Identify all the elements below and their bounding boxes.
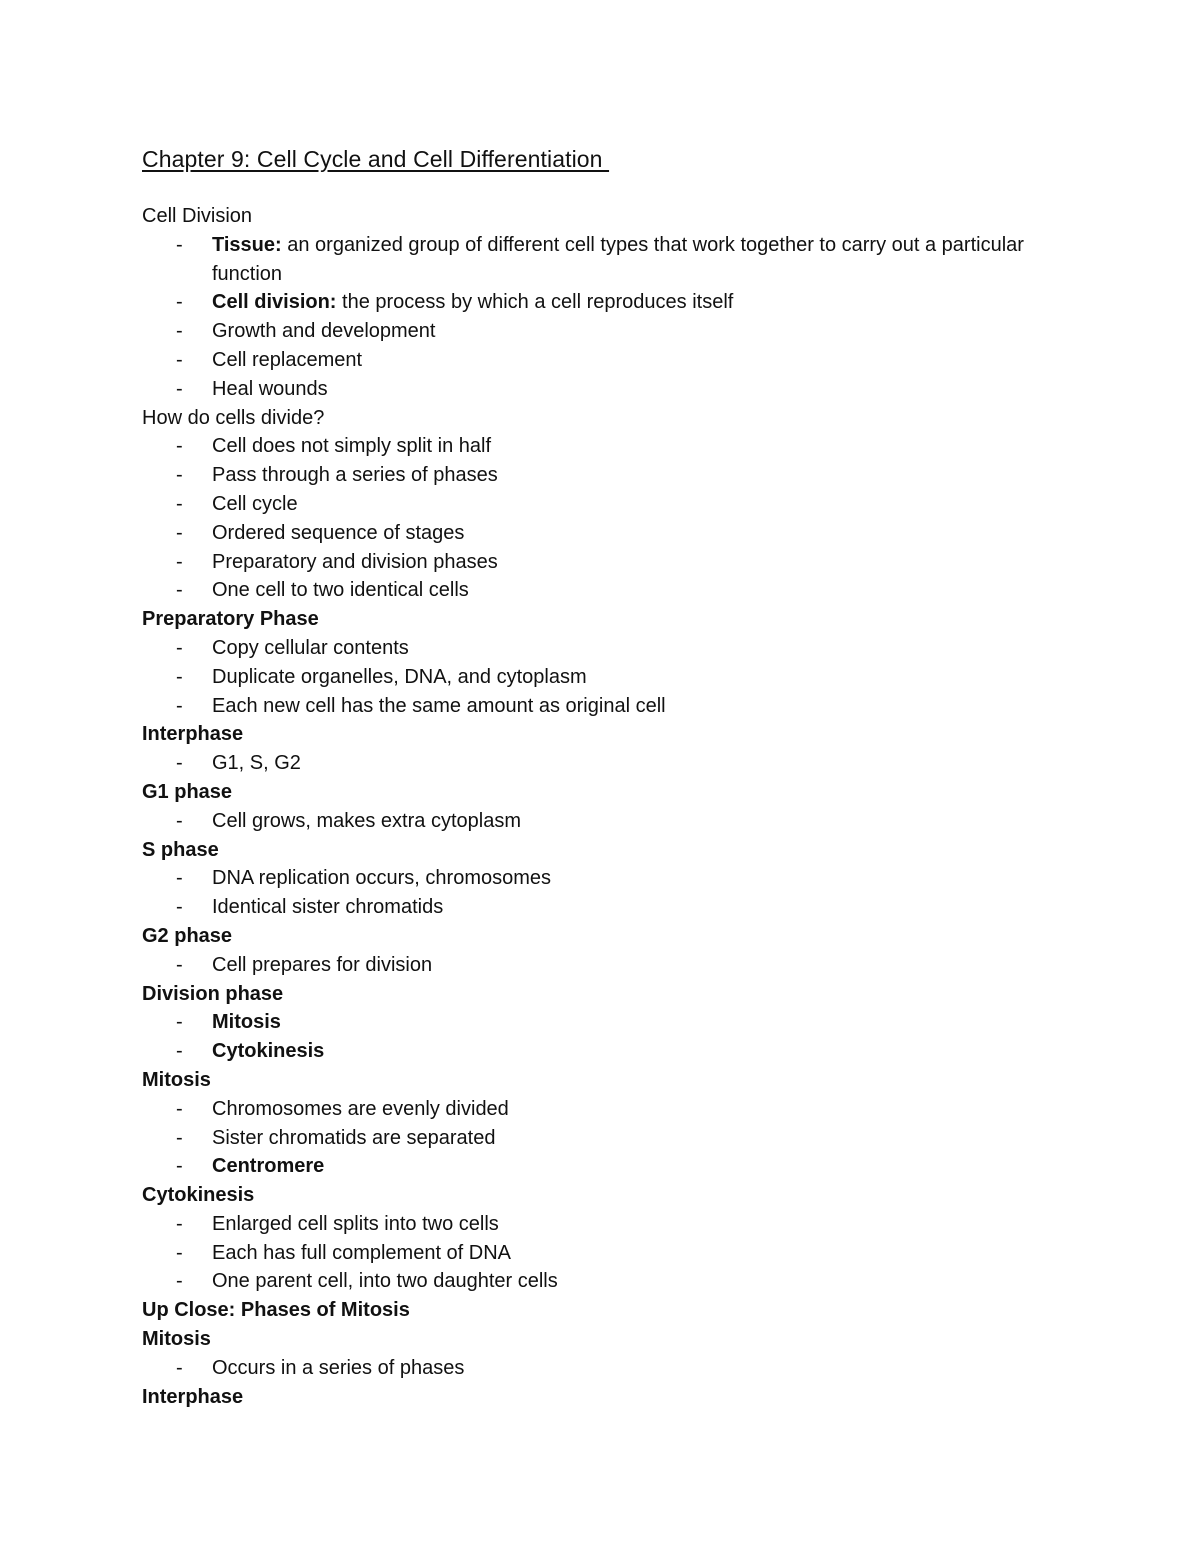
item-text: Growth and development	[212, 320, 436, 343]
list-item	[142, 1267, 1042, 1296]
section	[142, 1296, 1042, 1325]
notes-sections	[142, 202, 1042, 1411]
section-heading: G2 phase	[142, 924, 233, 947]
section-heading: G1 phase	[142, 780, 233, 803]
item-term: Mitosis	[212, 1011, 281, 1034]
section	[142, 1066, 1042, 1181]
bullet-dash-icon: -	[176, 377, 183, 400]
bullet-list	[142, 231, 1042, 404]
bullet-dash-icon: -	[176, 1356, 183, 1379]
section	[142, 720, 1042, 778]
item-text: Occurs in a series of phases	[212, 1356, 465, 1379]
item-term: Cytokinesis	[212, 1040, 325, 1063]
section-heading: Interphase	[142, 723, 244, 746]
bullet-list	[142, 432, 1042, 605]
bullet-list	[142, 749, 1042, 778]
bullet-dash-icon: -	[176, 953, 183, 976]
bullet-list	[142, 1008, 1042, 1066]
item-text: Heal wounds	[212, 377, 328, 400]
item-text: G1, S, G2	[212, 752, 301, 775]
list-item	[142, 951, 1042, 980]
item-text: One cell to two identical cells	[212, 579, 469, 602]
bullet-list	[142, 864, 1042, 922]
bullet-list	[142, 1354, 1042, 1383]
bullet-dash-icon: -	[176, 867, 183, 890]
title-spacer	[142, 175, 1042, 202]
bullet-dash-icon: -	[176, 1241, 183, 1264]
bullet-dash-icon: -	[176, 1270, 183, 1293]
list-item	[142, 461, 1042, 490]
list-item	[142, 231, 1042, 289]
bullet-list	[142, 634, 1042, 720]
section	[142, 980, 1042, 1066]
list-item	[142, 519, 1042, 548]
item-term: Tissue:	[212, 233, 282, 256]
bullet-dash-icon: -	[176, 550, 183, 573]
list-item	[142, 1008, 1042, 1037]
list-item	[142, 634, 1042, 663]
list-item	[142, 663, 1042, 692]
item-text: Each has full complement of DNA	[212, 1241, 512, 1264]
section	[142, 1325, 1042, 1383]
item-text: Cell prepares for division	[212, 953, 433, 976]
bullet-dash-icon: -	[176, 1097, 183, 1120]
bullet-dash-icon: -	[176, 752, 183, 775]
item-text: Chromosomes are evenly divided	[212, 1097, 509, 1120]
section-heading: Cytokinesis	[142, 1184, 255, 1207]
section-heading: S phase	[142, 838, 219, 861]
bullet-list	[142, 951, 1042, 980]
list-item	[142, 807, 1042, 836]
bullet-dash-icon: -	[176, 1155, 183, 1178]
bullet-dash-icon: -	[176, 291, 183, 314]
list-item	[142, 432, 1042, 461]
section	[142, 1383, 1042, 1412]
item-text: Ordered sequence of stages	[212, 521, 465, 544]
list-item	[142, 1095, 1042, 1124]
bullet-dash-icon: -	[176, 521, 183, 544]
list-item	[142, 893, 1042, 922]
item-text: Copy cellular contents	[212, 636, 409, 659]
section-heading: How do cells divide?	[142, 406, 325, 429]
list-item	[142, 1037, 1042, 1066]
list-item	[142, 1152, 1042, 1181]
section-heading: Mitosis	[142, 1068, 211, 1091]
section	[142, 404, 1042, 606]
item-text: Each new cell has the same amount as original cell	[212, 694, 666, 717]
bullet-dash-icon: -	[176, 579, 183, 602]
list-item	[142, 317, 1042, 346]
list-item	[142, 864, 1042, 893]
item-text: Sister chromatids are separated	[212, 1126, 496, 1149]
bullet-dash-icon: -	[176, 435, 183, 458]
item-term: Centromere	[212, 1155, 325, 1178]
bullet-dash-icon: -	[176, 809, 183, 832]
bullet-dash-icon: -	[176, 665, 183, 688]
list-item	[142, 692, 1042, 721]
section	[142, 1181, 1042, 1296]
section-heading: Cell Division	[142, 205, 253, 227]
bullet-dash-icon: -	[176, 348, 183, 371]
section	[142, 778, 1042, 836]
bullet-dash-icon: -	[176, 636, 183, 659]
bullet-dash-icon: -	[176, 1126, 183, 1149]
list-item	[142, 1354, 1042, 1383]
list-item	[142, 576, 1042, 605]
list-item	[142, 490, 1042, 519]
bullet-list	[142, 1095, 1042, 1181]
section-heading: Mitosis	[142, 1328, 211, 1351]
item-text: the process by which a cell reproduces itself	[336, 291, 734, 314]
section	[142, 836, 1042, 922]
section-heading: Division phase	[142, 982, 284, 1005]
item-text: One parent cell, into two daughter cells	[212, 1270, 558, 1293]
bullet-dash-icon: -	[176, 694, 183, 717]
item-text: Enlarged cell splits into two cells	[212, 1212, 499, 1235]
list-item	[142, 346, 1042, 375]
list-item	[142, 749, 1042, 778]
item-text: Pass through a series of phases	[212, 464, 498, 487]
section-heading: Up Close: Phases of Mitosis	[142, 1299, 410, 1322]
bullet-dash-icon: -	[176, 1212, 183, 1235]
bullet-dash-icon: -	[176, 464, 183, 487]
item-text: Cell grows, makes extra cytoplasm	[212, 809, 521, 832]
item-text: an organized group of different cell types that work together to carry out a particular function	[212, 233, 1024, 285]
list-item	[142, 1239, 1042, 1268]
bullet-dash-icon: -	[176, 320, 183, 343]
section-heading: Preparatory Phase	[142, 608, 319, 631]
item-text: Cell does not simply split in half	[212, 435, 492, 458]
bullet-dash-icon: -	[176, 233, 183, 256]
list-item	[142, 1124, 1042, 1153]
bullet-dash-icon: -	[176, 492, 183, 515]
section	[142, 922, 1042, 980]
item-text: Cell replacement	[212, 348, 363, 371]
item-text: Cell cycle	[212, 492, 298, 515]
page-title: Chapter 9: Cell Cycle and Cell Differentiation	[142, 146, 610, 172]
item-text: Duplicate organelles, DNA, and cytoplasm	[212, 665, 587, 688]
bullet-dash-icon: -	[176, 896, 183, 919]
item-term: Cell division:	[212, 291, 337, 314]
bullet-dash-icon: -	[176, 1011, 183, 1034]
bullet-dash-icon: -	[176, 1040, 183, 1063]
item-text: DNA replication occurs, chromosomes	[212, 867, 552, 890]
section	[142, 202, 1042, 404]
list-item	[142, 375, 1042, 404]
document-body	[142, 143, 1042, 1411]
section-heading: Interphase	[142, 1385, 244, 1408]
list-item	[142, 288, 1042, 317]
section	[142, 605, 1042, 720]
item-text: Preparatory and division phases	[212, 550, 498, 573]
list-item	[142, 1210, 1042, 1239]
item-text: Identical sister chromatids	[212, 896, 444, 919]
bullet-list	[142, 1210, 1042, 1296]
bullet-list	[142, 807, 1042, 836]
list-item	[142, 548, 1042, 577]
